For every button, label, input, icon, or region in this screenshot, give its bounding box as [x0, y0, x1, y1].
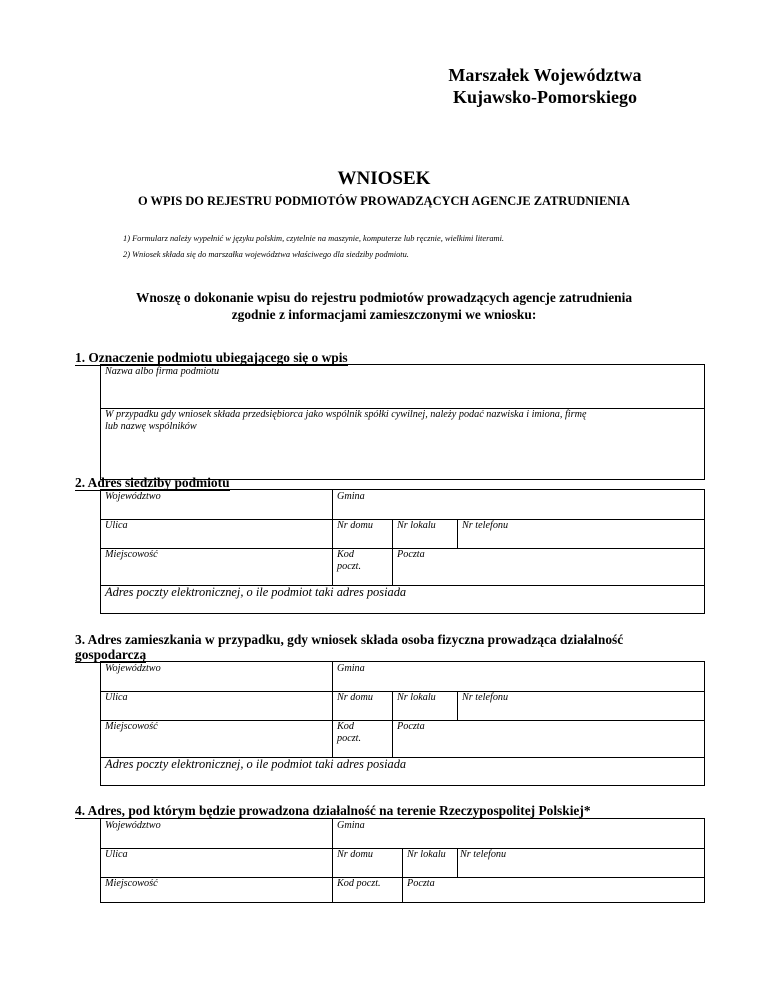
s3-wojewodztwo-field[interactable]	[101, 662, 333, 691]
s3-poczta-label: Poczta	[397, 721, 425, 732]
s3-row-2	[101, 691, 704, 721]
section-3-heading	[75, 632, 685, 663]
s2-wojewodztwo-label: Województwo	[105, 491, 161, 502]
s3-nr-telefonu-label: Nr telefonu	[462, 692, 509, 703]
partners-field[interactable]	[101, 408, 704, 479]
s2-gmina-label: Gmina	[337, 491, 365, 502]
section-3-form	[100, 661, 705, 786]
s2-wojewodztwo-field[interactable]	[101, 490, 333, 519]
s3-kod-pocztowy-field[interactable]	[333, 720, 393, 757]
s2-poczta-label: Poczta	[397, 549, 425, 560]
section-2-form	[100, 489, 705, 614]
section-4-heading: 4. Adres, pod którym będzie prowadzona działalność na terenie Rzeczypospolitej Polskiej*	[75, 803, 591, 818]
document-title: WNIOSEK	[337, 168, 431, 189]
s2-kod-label-line-2: poczt.	[337, 561, 362, 572]
s4-wojewodztwo-label: Województwo	[105, 820, 161, 831]
s2-ulica-field[interactable]	[101, 519, 333, 548]
entity-name-field[interactable]	[101, 365, 704, 409]
s4-miejscowosc-label: Miejscowość	[105, 878, 158, 889]
s4-nr-telefonu-field[interactable]	[458, 848, 704, 877]
s2-email-field[interactable]	[101, 585, 704, 613]
s3-nr-telefonu-field[interactable]	[458, 691, 704, 720]
s4-row-2	[101, 848, 704, 878]
s2-nr-telefonu-label: Nr telefonu	[462, 520, 509, 531]
s2-kod-label-line-1: Kod	[337, 549, 354, 560]
s2-miejscowosc-field[interactable]	[101, 548, 333, 585]
s4-nr-domu-field[interactable]	[333, 848, 403, 877]
s3-kod-pocztowy-label	[337, 721, 361, 745]
s2-nr-domu-label: Nr domu	[337, 520, 373, 531]
s4-kod-pocztowy-field[interactable]	[333, 877, 403, 902]
s4-gmina-label: Gmina	[337, 820, 365, 831]
s4-nr-telefonu-label: Nr telefonu	[460, 849, 507, 860]
s2-miejscowosc-label: Miejscowość	[105, 549, 158, 560]
section-1-form	[100, 364, 705, 480]
s3-kod-label-line-2: poczt.	[337, 733, 362, 744]
s3-miejscowosc-label: Miejscowość	[105, 721, 158, 732]
entity-name-label: Nazwa albo firma podmiotu	[105, 366, 220, 377]
s3-ulica-field[interactable]	[101, 691, 333, 720]
s4-nr-lokalu-field[interactable]	[403, 848, 458, 877]
s4-nr-lokalu-label: Nr lokalu	[407, 849, 446, 860]
addressee	[420, 64, 670, 108]
s2-nr-lokalu-field[interactable]	[393, 519, 458, 548]
addressee-line-1: Marszałek Województwa	[448, 65, 642, 85]
declaration	[0, 289, 768, 323]
s2-kod-pocztowy-field[interactable]	[333, 548, 393, 585]
s4-row-1	[101, 819, 704, 849]
s2-row-1	[101, 490, 704, 520]
s4-poczta-label: Poczta	[407, 878, 435, 889]
s3-gmina-label: Gmina	[337, 663, 365, 674]
s4-ulica-label: Ulica	[105, 849, 128, 860]
s2-poczta-field[interactable]	[393, 548, 704, 585]
section-3-heading-line-1: 3. Adres zamieszkania w przypadku, gdy wniosek składa osoba fizyczna prowadząca działalność	[75, 632, 624, 647]
s3-gmina-field[interactable]	[333, 662, 704, 691]
s4-kod-pocztowy-label: Kod poczt.	[337, 878, 381, 889]
declaration-line-2: zgodnie z informacjami zamieszczonymi we wniosku:	[231, 307, 537, 322]
document-subtitle: O WPIS DO REJESTRU PODMIOTÓW PROWADZĄCYCH AGENCJE ZATRUDNIENIA	[138, 194, 630, 208]
s2-nr-domu-field[interactable]	[333, 519, 393, 548]
s2-nr-lokalu-label: Nr lokalu	[397, 520, 436, 531]
s3-email-field[interactable]	[101, 757, 704, 785]
s4-gmina-field[interactable]	[333, 819, 704, 848]
partners-label	[105, 409, 586, 433]
s2-row-2	[101, 519, 704, 549]
section-1-heading: 1. Oznaczenie podmiotu ubiegającego się o wpis	[75, 350, 348, 365]
s3-wojewodztwo-label: Województwo	[105, 663, 161, 674]
s4-miejscowosc-field[interactable]	[101, 877, 333, 902]
s4-poczta-field[interactable]	[403, 877, 704, 902]
partners-label-line-1: W przypadku gdy wniosek składa przedsiębiorca jako wspólnik spółki cywilnej, należy podać nazwiska i imiona, firmę	[105, 409, 587, 420]
s3-nr-lokalu-field[interactable]	[393, 691, 458, 720]
s2-kod-pocztowy-label	[337, 549, 361, 573]
s3-poczta-field[interactable]	[393, 720, 704, 757]
s2-nr-telefonu-field[interactable]	[458, 519, 704, 548]
addressee-line-2: Kujawsko-Pomorskiego	[453, 87, 637, 107]
s2-row-3	[101, 548, 704, 586]
section-4-form	[100, 818, 705, 903]
instruction-2: 2) Wniosek składa się do marszałka województwa właściwego dla siedziby podmiotu.	[123, 250, 409, 259]
s3-email-label: Adres poczty elektronicznej, o ile podmiot taki adres posiada	[105, 757, 407, 771]
s4-row-3	[101, 877, 704, 902]
s3-row-3	[101, 720, 704, 758]
s2-ulica-label: Ulica	[105, 520, 128, 531]
s3-ulica-label: Ulica	[105, 692, 128, 703]
s3-miejscowosc-field[interactable]	[101, 720, 333, 757]
s3-nr-domu-field[interactable]	[333, 691, 393, 720]
s2-gmina-field[interactable]	[333, 490, 704, 519]
section-2-heading: 2. Adres siedziby podmiotu	[75, 475, 230, 490]
partners-label-line-2: lub nazwę wspólników	[105, 421, 197, 432]
s3-nr-lokalu-label: Nr lokalu	[397, 692, 436, 703]
section-3-heading-line-2: gospodarczą	[75, 647, 147, 662]
instruction-1: 1) Formularz należy wypełnić w języku polskim, czytelnie na maszynie, komputerze lub ręcznie, wielkimi literami.	[123, 234, 504, 243]
s4-nr-domu-label: Nr domu	[337, 849, 373, 860]
s4-ulica-field[interactable]	[101, 848, 333, 877]
s3-nr-domu-label: Nr domu	[337, 692, 373, 703]
s3-row-1	[101, 662, 704, 692]
declaration-line-1: Wnoszę o dokonanie wpisu do rejestru podmiotów prowadzących agencje zatrudnienia	[135, 290, 633, 305]
s3-kod-label-line-1: Kod	[337, 721, 354, 732]
s4-wojewodztwo-field[interactable]	[101, 819, 333, 848]
s2-email-label: Adres poczty elektronicznej, o ile podmiot taki adres posiada	[105, 585, 407, 599]
